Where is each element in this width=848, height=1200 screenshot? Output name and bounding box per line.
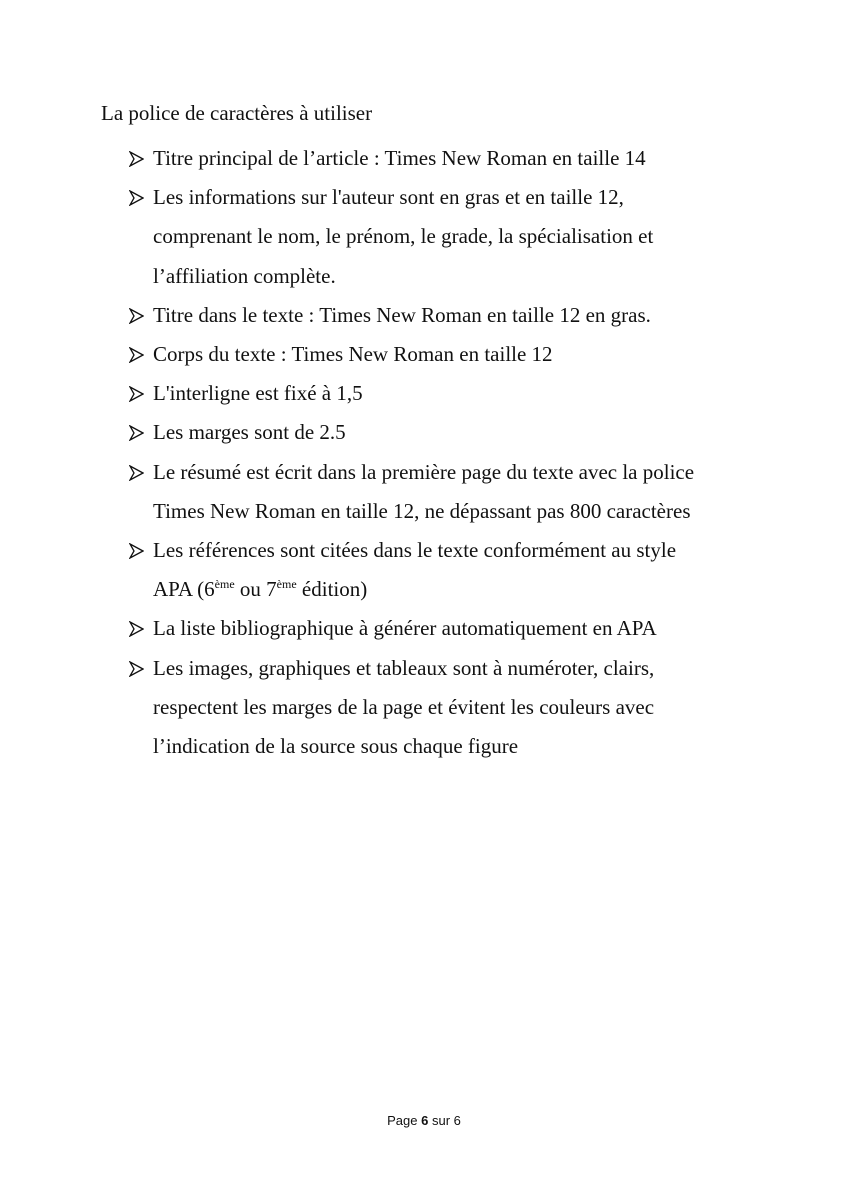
list-item-line: respectent les marges de la page et évitent les couleurs avec <box>153 694 655 719</box>
list-item-line: Le résumé est écrit dans la première page du texte avec la police <box>153 459 695 484</box>
list-item-line: Titre dans le texte : Times New Roman en taille 12 en gras. <box>153 302 651 327</box>
arrowhead-bullet-icon <box>129 465 144 481</box>
list-item-line: L'interligne est fixé à 1,5 <box>153 381 363 406</box>
arrowhead-bullet-icon <box>129 190 144 206</box>
list-item-line: Les images, graphiques et tableaux sont à numéroter, clairs, <box>153 655 655 680</box>
list-item-line: l’indication de la source sous chaque figure <box>153 734 519 759</box>
list-item <box>129 531 829 609</box>
page-footer <box>0 1113 848 1129</box>
list-item <box>129 413 829 452</box>
list-item-line: Times New Roman en taille 12, ne dépassant pas 800 caractères <box>153 498 691 523</box>
list-item <box>129 178 829 296</box>
arrowhead-bullet-icon <box>129 386 144 402</box>
list-item-line: comprenant le nom, le prénom, le grade, la spécialisation et <box>153 224 654 249</box>
apa-middle: ou 7 <box>234 577 277 602</box>
bullet-list <box>129 139 829 766</box>
current-page-number: 6 <box>421 1113 429 1128</box>
arrowhead-bullet-icon <box>129 347 144 363</box>
list-item <box>129 453 829 531</box>
list-item <box>129 139 829 178</box>
arrowhead-bullet-icon <box>129 425 144 441</box>
arrowhead-bullet-icon <box>129 543 144 559</box>
arrowhead-bullet-icon <box>129 621 144 637</box>
list-item <box>129 335 829 374</box>
list-item-line: Les références sont citées dans le texte conformément au style <box>153 538 677 563</box>
apa-edition-line <box>153 570 829 609</box>
list-item-line: l’affiliation complète. <box>153 263 336 288</box>
apa-suffix: édition) <box>296 577 368 602</box>
apa-sup1: ème <box>214 577 235 592</box>
apa-sup2: ème <box>276 577 297 592</box>
list-item-line: Les informations sur l'auteur sont en gras et en taille 12, <box>153 185 624 210</box>
list-item-line: Corps du texte : Times New Roman en taille 12 <box>153 342 553 367</box>
section-heading: La police de caractères à utiliser <box>101 101 373 125</box>
arrowhead-bullet-icon <box>129 151 144 167</box>
arrowhead-bullet-icon <box>129 308 144 324</box>
list-item-line: Titre principal de l’article : Times New Roman en taille 14 <box>153 146 646 170</box>
list-item <box>129 649 829 767</box>
total-pages: 6 <box>453 1113 461 1128</box>
list-item-line: Les marges sont de 2.5 <box>153 420 346 445</box>
list-item <box>129 374 829 413</box>
page-separator: sur <box>431 1113 451 1128</box>
page-label: Page <box>387 1113 418 1128</box>
list-item <box>129 296 829 335</box>
arrowhead-bullet-icon <box>129 661 144 677</box>
list-item-line: La liste bibliographique à générer automatiquement en APA <box>153 616 657 641</box>
apa-prefix: APA (6 <box>153 577 215 602</box>
list-item <box>129 609 829 648</box>
